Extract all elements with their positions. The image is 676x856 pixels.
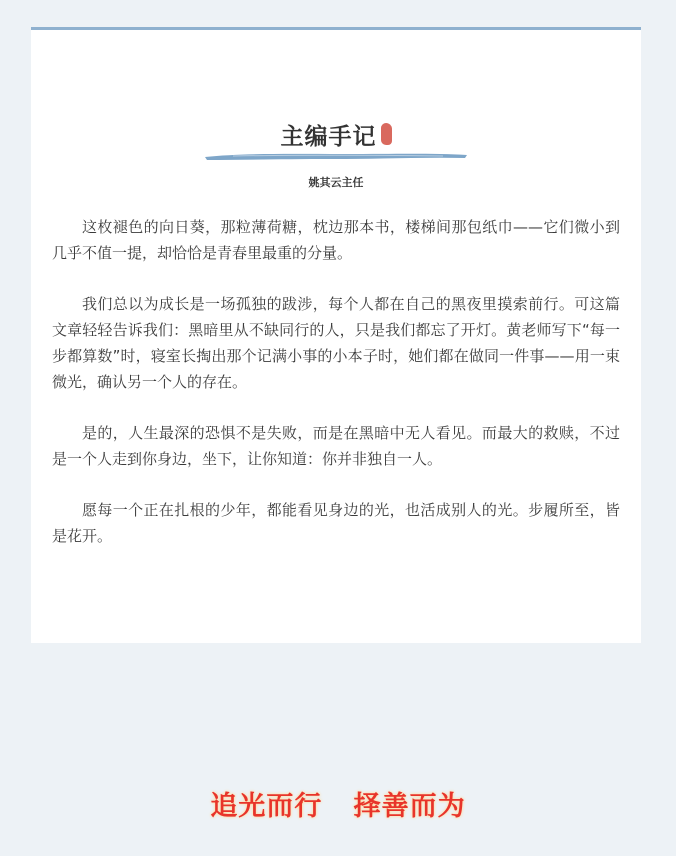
paragraph-4: 愿每一个正在扎根的少年，都能看见身边的光，也活成别人的光。步履所至，皆是花开。	[52, 501, 620, 545]
page-title: 主编手记	[280, 124, 377, 150]
title-block	[31, 118, 641, 151]
slogan-banner: 追光而行 择善而为	[210, 791, 466, 822]
brush-stroke-underline	[203, 150, 469, 162]
red-seal-icon	[381, 123, 392, 145]
paragraph-2: 我们总以为成长是一场孤独的跋涉，每个人都在自己的黑夜里摸索前行。可这篇文章轻轻告诉我们：黑暗里从不缺同行的人，只是我们都忘了开灯。黄老师写下“每一步都算数”时，寝室长掏出那个记满小事的小本子时，她们都在做同一件事——用一束微光，确认另一个人的存在。	[52, 295, 620, 391]
editorial-card	[31, 27, 641, 643]
paragraph-1: 这枚褪色的向日葵，那粒薄荷糖，枕边那本书，楼梯间那包纸巾——它们微小到几乎不值一提，却恰恰是青春里最重的分量。	[52, 218, 620, 262]
paragraph-3: 是的，人生最深的恐惧不是失败，而是在黑暗中无人看见。而最大的救赎，不过是一个人走到你身边，坐下，让你知道：你并非独自一人。	[52, 424, 620, 468]
author-name: 姚其云主任	[308, 176, 364, 189]
